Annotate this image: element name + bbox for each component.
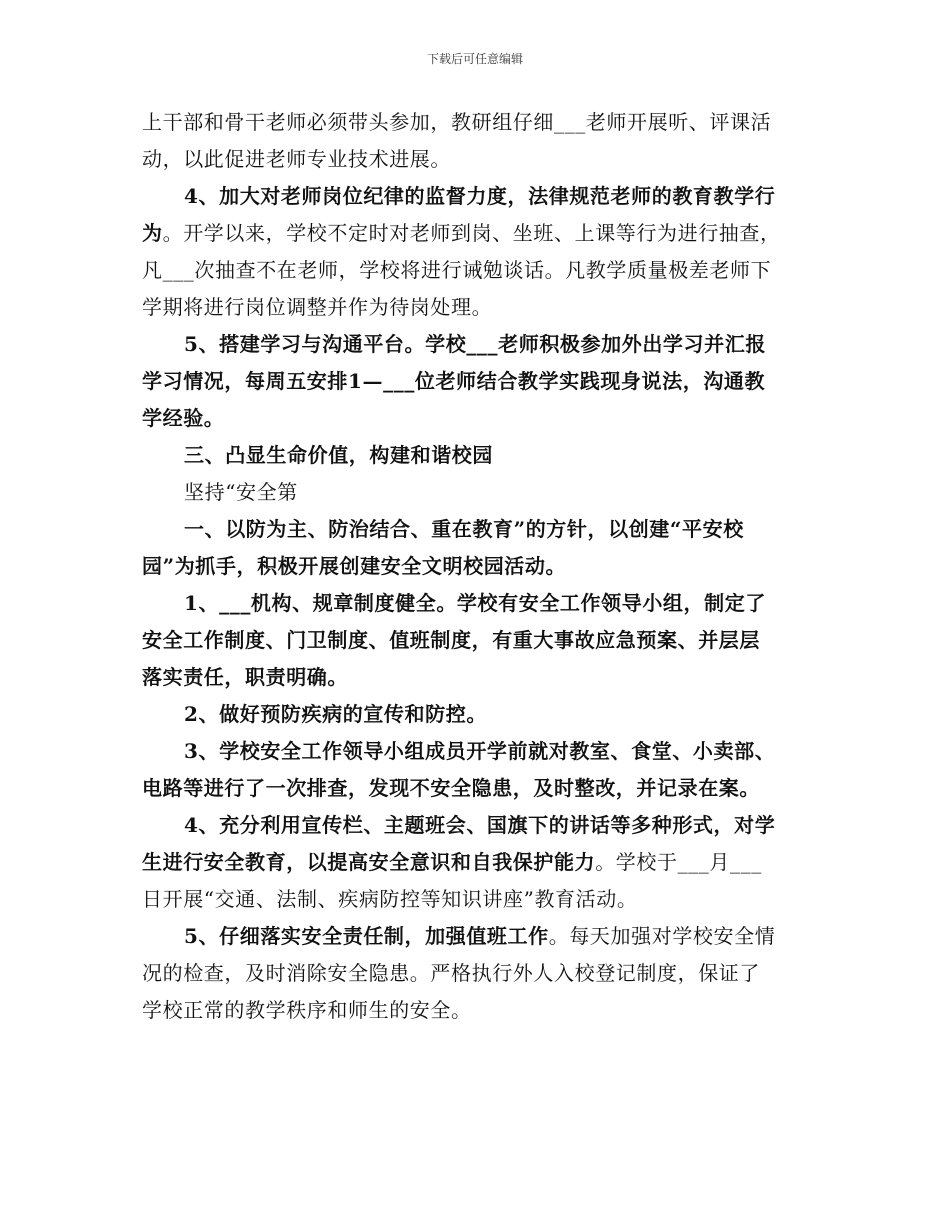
body-line: 上干部和骨干老师必须带头参加，教研组仔细___老师开展听、评课活 <box>142 110 772 134</box>
body-line: 动，以此促进老师专业技术进展。 <box>142 147 451 171</box>
chapter-3-heading: 三、凸显生命价值，构建和谐校园 <box>184 443 493 467</box>
bold-run: 5、仔细落实安全责任制，加强值班工作 <box>184 924 549 948</box>
item-1-heading: 1、___机构、规章制度健全。学校有安全工作领导小组，制定了 <box>184 591 766 615</box>
body-line: 况的检查，及时消除安全隐患。严格执行外人入校登记制度，保证了 <box>142 961 760 985</box>
body-line: 学习情况，每周五安排1—___位老师结合教学实践现身说法，沟通教 <box>142 369 766 393</box>
body-line: 学期将进行岗位调整并作为待岗处理。 <box>142 295 493 319</box>
normal-run: 。学校于___月___ <box>595 850 762 874</box>
body-line: 学经验。 <box>142 406 225 430</box>
body-line: 落实责任，职责明确。 <box>142 665 348 689</box>
body-line: 安全工作制度、门卫制度、值班制度，有重大事故应急预案、并层层 <box>142 628 760 652</box>
section-4-heading: 4、加大对老师岗位纪律的监督力度，法律规范老师的教育教学行 <box>184 184 776 208</box>
item-5-line <box>142 918 814 955</box>
body-line: 一、以防为主、防治结合、重在教育”的方针，以创建“平安校 <box>184 517 744 541</box>
item-3-heading: 3、学校安全工作领导小组成员开学前就对教室、食堂、小卖部、 <box>184 739 776 763</box>
page-header: 下载后可任意编辑 <box>426 52 523 66</box>
bold-run: 为 <box>142 221 163 245</box>
item-4-heading: 4、充分利用宣传栏、主题班会、国旗下的讲话等多种形式，对学 <box>184 813 776 837</box>
bold-run: 生进行安全教育，以提高安全意识和自我保护能力 <box>142 850 596 874</box>
body-line: 坚持“安全第 <box>184 480 298 504</box>
item-2-heading: 2、做好预防疾病的宣传和防控。 <box>184 702 487 726</box>
normal-run: 。每天加强对学校安全情 <box>548 924 776 948</box>
body-line: 凡___次抽查不在老师，学校将进行诫勉谈话。凡教学质量极差老师下 <box>142 258 772 282</box>
normal-run: 。开学以来，学校不定时对老师到岗、坐班、上课等行为进行抽查， <box>162 221 781 245</box>
body-line <box>142 215 814 252</box>
body-line: 学校正常的教学秩序和师生的安全。 <box>142 998 472 1022</box>
document-body <box>142 104 814 1029</box>
body-line <box>142 844 814 881</box>
body-line: 园”为抓手，积极开展创建安全文明校园活动。 <box>142 554 567 578</box>
body-line: 日开展“交通、法制、疾病防控等知识讲座”教育活动。 <box>142 887 638 911</box>
body-line: 电路等进行了一次排查，发现不安全隐患，及时整改，并记录在案。 <box>142 776 760 800</box>
section-5-heading: 5、搭建学习与沟通平台。学校___老师积极参加外出学习并汇报 <box>184 332 766 356</box>
